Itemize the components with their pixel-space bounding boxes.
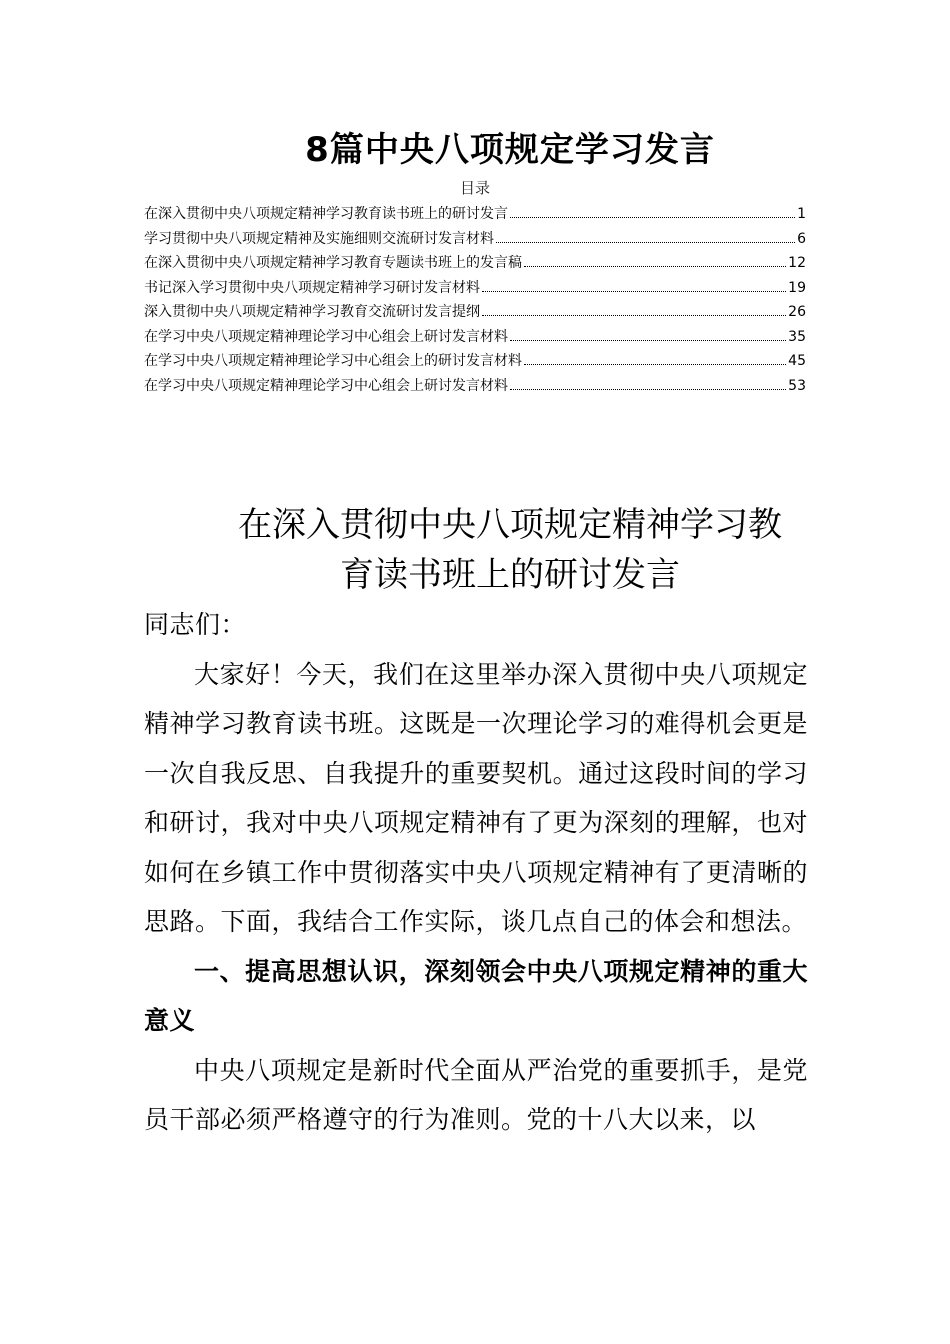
document-title: 8篇中央八项规定学习发言 xyxy=(305,130,715,170)
toc-entry[interactable] xyxy=(144,202,806,227)
toc-entry-title: 学习贯彻中央八项规定精神及实施细则交流研讨发言材料 xyxy=(144,230,494,247)
toc-entry-title: 在学习中央八项规定精神理论学习中心组会上研讨发言材料 xyxy=(144,377,508,394)
section-heading: 一、提高思想认识，深刻领会中央八项规定精神的重大意义 xyxy=(144,956,808,1035)
toc-entry-title: 书记深入学习贯彻中央八项规定精神学习研讨发言材料 xyxy=(144,279,480,296)
toc-entry-page: 19 xyxy=(788,279,806,296)
toc-entry-title: 在深入贯彻中央八项规定精神学习教育专题读书班上的发言稿 xyxy=(144,255,522,271)
toc-heading: 目录 xyxy=(459,179,490,197)
table-of-contents xyxy=(144,202,806,398)
toc-leader-dots xyxy=(524,364,786,365)
toc-entry-page: 1 xyxy=(797,206,806,222)
toc-leader-dots xyxy=(510,389,786,390)
body-paragraph: 大家好！今天，我们在这里举办深入贯彻中央八项规定精神学习教育读书班。这既是一次理论学习的难得机会更是一次自我反思、自我提升的重要契机。通过这段时间的学习和研讨，我对中央八项规定精神有了更为深刻的理解，也对如何在乡镇工作中贯彻落实中央八项规定精神有了更清晰的思路。下面，我结合工作实际，谈几点自己的体会和想法。 xyxy=(144,659,808,936)
salutation: 同志们： xyxy=(144,610,247,639)
body-paragraph: 中央八项规定是新时代全面从严治党的重要抓手，是党员干部必须严格遵守的行为准则。党的十八大以来，以 xyxy=(144,1055,808,1134)
toc-entry-title: 在学习中央八项规定精神理论学习中心组会上的研讨发言材料 xyxy=(144,353,522,369)
toc-entry[interactable] xyxy=(144,349,806,374)
toc-entry-page: 6 xyxy=(797,230,806,247)
toc-entry-page: 53 xyxy=(788,377,806,394)
toc-leader-dots xyxy=(482,315,786,316)
article-title-line-1: 在深入贯彻中央八项规定精神学习教 xyxy=(238,505,782,545)
toc-entry-title: 深入贯彻中央八项规定精神学习教育交流研讨发言提纲 xyxy=(144,304,480,320)
toc-entry-page: 12 xyxy=(788,255,806,271)
toc-entry[interactable] xyxy=(144,325,806,350)
toc-entry-title: 在深入贯彻中央八项规定精神学习教育读书班上的研讨发言 xyxy=(144,206,508,222)
toc-entry-page: 45 xyxy=(788,353,806,369)
toc-entry-page: 35 xyxy=(788,328,806,345)
toc-leader-dots xyxy=(510,340,786,341)
toc-entry[interactable] xyxy=(144,300,806,325)
toc-leader-dots xyxy=(524,266,786,267)
toc-entry[interactable] xyxy=(144,227,806,252)
toc-entry[interactable] xyxy=(144,374,806,399)
toc-entry-page: 26 xyxy=(788,304,806,320)
toc-leader-dots xyxy=(510,217,795,218)
toc-leader-dots xyxy=(496,242,795,243)
toc-entry[interactable] xyxy=(144,251,806,276)
article-title xyxy=(180,500,840,600)
article-body xyxy=(144,600,808,1145)
toc-leader-dots xyxy=(482,291,786,292)
toc-entry[interactable] xyxy=(144,276,806,301)
article-title-line-2: 育读书班上的研讨发言 xyxy=(340,555,680,595)
toc-entry-title: 在学习中央八项规定精神理论学习中心组会上研讨发言材料 xyxy=(144,328,508,345)
